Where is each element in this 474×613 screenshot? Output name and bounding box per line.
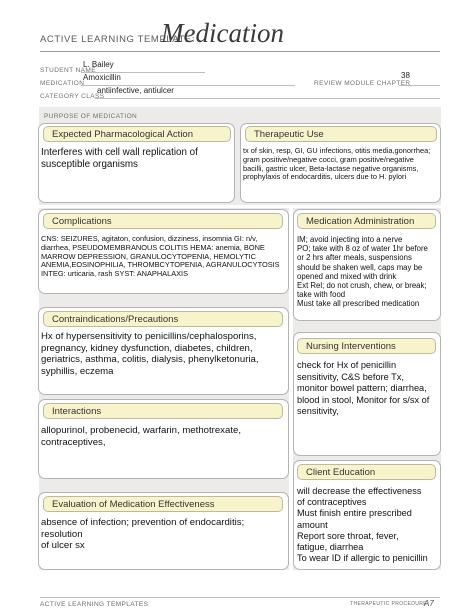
nursing-text[interactable]: check for Hx of penicillin sensitivity, C&S before Tx, monitor bowel pattern; diarrhea, blood in stool, Monitor for s/sx of sensitivity, (297, 360, 430, 417)
review-chapter-value: 38 (401, 71, 410, 80)
interactions-text[interactable]: allopurinol, probenecid, warfarin, methotrexate, contraceptives, (41, 425, 241, 448)
student-name-label: STUDENT NAME (40, 67, 96, 74)
evaluation-text[interactable]: absence of infection; prevention of endocarditis; resolution of ulcer sx (41, 517, 245, 551)
evaluation-title: Evaluation of Medication Effectiveness (43, 496, 283, 512)
education-text[interactable]: will decrease the effectiveness of contraceptives Must finish entire prescribed amount Report sore throat, fever, fatigue, diarrhea To wear ID if allergic to penicillin (297, 486, 428, 564)
therapeutic-use-text[interactable]: tx of skin, resp, GI, GU infections, otitis media,gonorrhea; gram positive/negative cocci, gram positive/negative bacilli, gastric ulcer, Beta-lactase negative organisms, prophylaxis of endocarditis, ulcers due to H. pylori (243, 146, 431, 182)
footer-divider (40, 597, 440, 598)
complications-title: Complications (43, 213, 283, 229)
template-header (40, 18, 440, 52)
contraindications-title: Contraindications/Precautions (43, 311, 283, 327)
footer-procedure: THERAPEUTIC PROCEDURE (350, 601, 428, 607)
student-name-value: L. Bailey (83, 60, 114, 69)
administration-title: Medication Administration (297, 213, 436, 229)
review-chapter-field[interactable] (399, 73, 440, 86)
page-title: Medication (161, 18, 284, 48)
education-title: Client Education (297, 464, 436, 480)
interactions-title: Interactions (43, 403, 283, 419)
medication-value: Amoxicillin (83, 73, 121, 82)
medication-label: MEDICATION (40, 80, 85, 87)
medication-field[interactable] (81, 73, 295, 86)
footer-page: A7 (424, 599, 434, 608)
expected-action-text[interactable]: Interferes with cell wall replication of susceptible organisms (41, 147, 198, 170)
contraindications-text[interactable]: Hx of hypersensitivity to penicillins/cephalosporins, pregnancy, kidney dysfunction, diabetes, children, geriatrics, asthma, colitis, dialysis, phenylketonuria, syphillis, eczema (41, 331, 259, 377)
nursing-title: Nursing Interventions (297, 338, 436, 354)
category-class-field[interactable] (95, 86, 440, 99)
complications-text[interactable]: CNS: SEIZURES, agitaton, confusion, dizziness, insomnia GI: n/v, diarrhea, PSEUDOMEMBRANOUS COLITIS HEMA: anemia, BONE MARROW DEPRESSION, GRANULOCYTOPENIA, HEMOLYTIC ANEMIA,EOSINOPHILIA, THROMBCYTOPENIA, AGRANULOCYTOSIS INTEG: urticaria, rash SYST: ANAPHALAXIS (41, 234, 280, 279)
footer-left: ACTIVE LEARNING TEMPLATES (40, 601, 149, 608)
category-class-label: CATEGORY CLASS (40, 93, 105, 100)
header-divider (40, 51, 440, 52)
template-label: ACTIVE LEARNING TEMPLATE: (40, 34, 196, 45)
student-name-field[interactable] (81, 60, 205, 73)
review-chapter-label: REVIEW MODULE CHAPTER (314, 80, 411, 87)
category-class-value: antiinfective, antiulcer (97, 86, 174, 95)
therapeutic-use-title: Therapeutic Use (245, 126, 437, 142)
purpose-heading: PURPOSE OF MEDICATION (44, 113, 138, 120)
administration-text[interactable]: IM; avoid injecting into a nerve PO; take with 8 oz of water 1hr before or 2 hrs after meals, suspensions should be shaken well, caps may be opened and mixed with drink Ext Rel; do not crush, chew, or break; take with food Must take all prescribed medication (297, 235, 428, 309)
expected-action-title: Expected Pharmacological Action (43, 126, 231, 142)
